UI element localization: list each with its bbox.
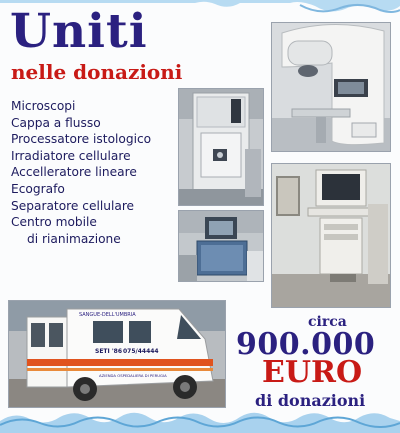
headline-title: Uniti xyxy=(10,4,148,59)
photo-cell-irradiator xyxy=(178,88,264,206)
photo-ambulance xyxy=(8,300,226,408)
total-suffix: di donazioni xyxy=(255,391,366,410)
list-item-label: Cappa a flusso xyxy=(11,115,101,130)
ambulance-phone: 075/44444 xyxy=(123,348,159,355)
ambulance-lower-text: AZIENDA OSPEDALIERA DI PERUGIA xyxy=(99,373,167,378)
list-item-label: Microscopi xyxy=(11,99,76,113)
list-item xyxy=(11,115,151,132)
list-item xyxy=(11,131,151,148)
list-item-label: Irradiatore cellulare xyxy=(11,148,131,163)
list-item xyxy=(11,98,151,115)
photo-flow-hood xyxy=(178,210,264,282)
total-currency: EURO xyxy=(262,355,363,390)
list-item xyxy=(11,148,151,165)
list-item xyxy=(11,181,151,198)
list-item-label: Separatore cellulare xyxy=(11,198,135,213)
list-item xyxy=(11,214,151,231)
total-amount: 900.000 xyxy=(236,327,376,362)
list-item-label: Centro mobile xyxy=(11,215,97,230)
ambulance-side-text: SETI '86 xyxy=(95,348,123,355)
list-item-label: di rianimazione xyxy=(27,231,121,246)
photo-linear-accelerator xyxy=(271,22,391,152)
list-item xyxy=(11,231,151,248)
list-item-label: Ecografo xyxy=(11,181,65,196)
list-item xyxy=(11,198,151,215)
list-item-label: Accelleratore lineare xyxy=(11,165,137,180)
headline-subtitle: nelle donazioni xyxy=(11,60,183,84)
list-item xyxy=(11,164,151,181)
photo-ultrasound xyxy=(271,163,391,308)
equipment-list xyxy=(11,98,151,247)
list-item-label: Processatore istologico xyxy=(11,132,152,147)
total-prefix: circa xyxy=(308,314,347,330)
ambulance-stripe-text: SANGUE-DELL'UMBRIA xyxy=(79,312,136,318)
